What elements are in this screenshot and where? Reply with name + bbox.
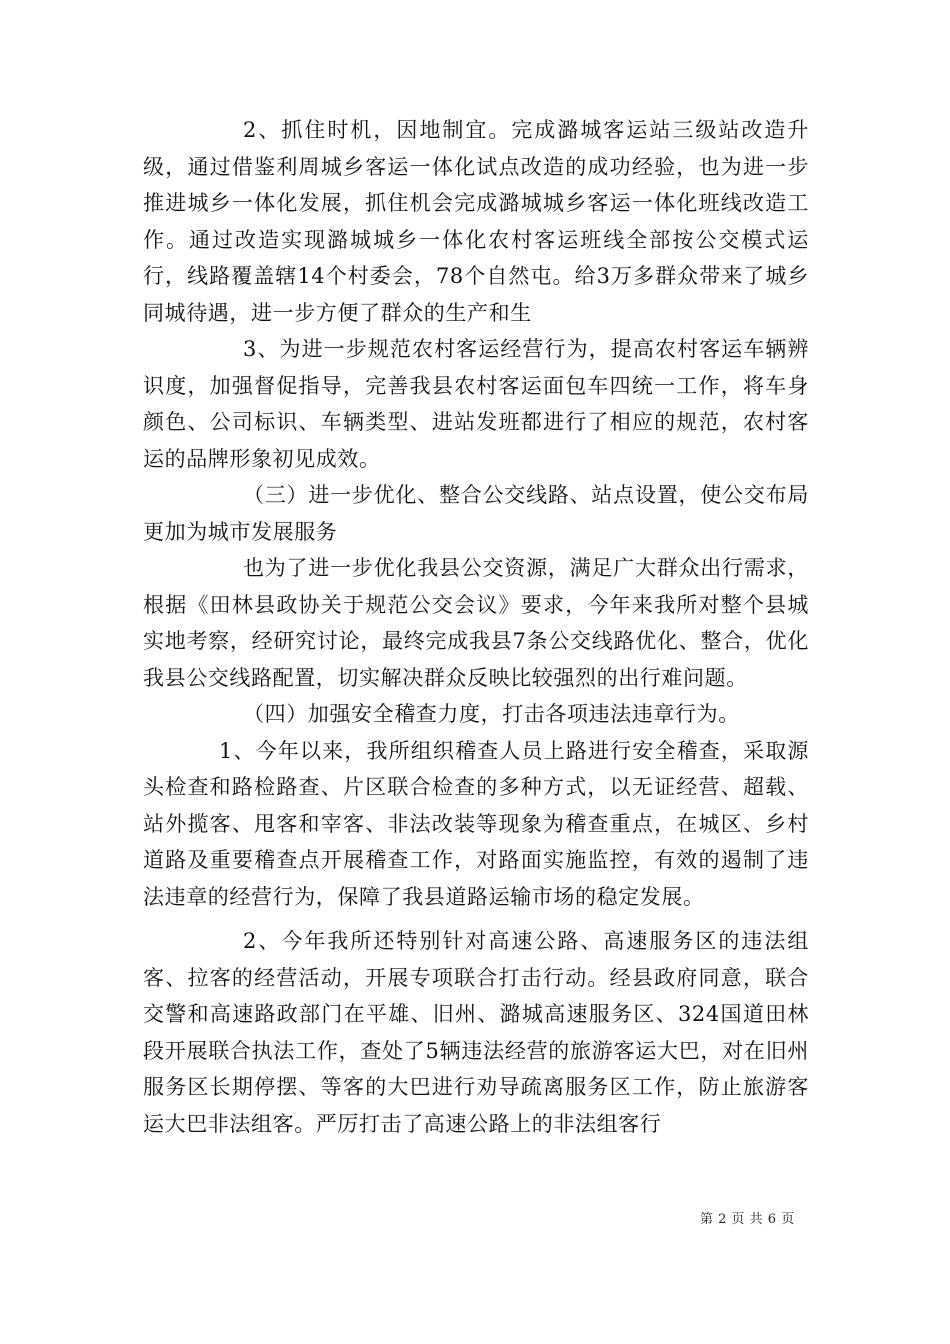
document-body xyxy=(143,112,809,1142)
paragraph-highway-enforcement: 2、今年我所还特别针对高速公路、高速服务区的违法组客、拉客的经营活动，开展专项联合打击行动。经县政府同意，联合交警和高速路政部门在平雄、旧州、潞城高速服务区、324国道田林段开展联合执法工作，查处了5辆违法经营的旅游客运大巴，对在旧州服务区长期停摆、等客的大巴进行劝导疏离服务区工作，防止旅游客运大巴非法组客。严厉打击了高速公路上的非法组客行 xyxy=(143,929,809,1136)
paragraph-standardize-rural-transport: 3、为进一步规范农村客运经营行为，提高农村客运车辆辨识度，加强督促指导，完善我县农村客运面包车四统一工作，将车身颜色、公司标识、车辆类型、进站发班都进行了相应的规范，农村客运的品牌形象初见成效。 xyxy=(143,337,809,471)
section-heading-3: （三）进一步优化、整合公交线路、站点设置，使公交布局更加为城市发展服务 xyxy=(143,483,809,544)
paragraph-optimize-bus-resources: 也为了进一步优化我县公交资源，满足广大群众出行需求，根据《田林县政协关于规范公交会议》要求，今年来我所对整个县城实地考察，经研究讨论，最终完成我县7条公交线路优化、整合，优化我县公交线路配置，切实解决群众反映比较强烈的出行难问题。 xyxy=(143,556,809,690)
paragraph-seize-opportunity: 2、抓住时机，因地制宜。完成潞城客运站三级站改造升级，通过借鉴利周城乡客运一体化试点改造的成功经验，也为进一步推进城乡一体化发展，抓住机会完成潞城城乡客运一体化班线改造工作。通过改造实现潞城城乡一体化农村客运班线全部按公交模式运行，线路覆盖辖14个村委会，78个自然屯。给3万多群众带来了城乡同城待遇，进一步方便了群众的生产和生 xyxy=(143,118,809,325)
section-heading-4: （四）加强安全稽查力度，打击各项违法违章行为。 xyxy=(243,702,740,726)
paragraph-safety-inspection: 1、今年以来，我所组织稽查人员上路进行安全稽查，采取源头检查和路检路查、片区联合检查的多种方式，以无证经营、超载、站外揽客、甩客和宰客、非法改装等现象为稽查重点，在城区、乡村道路及重要稽查点开展稽查工作，对路面实施监控，有效的遏制了违法违章的经营行为，保障了我县道路运输市场的稳定发展。 xyxy=(143,738,809,909)
page-number: 第 2 页 共 6 页 xyxy=(700,1212,795,1227)
